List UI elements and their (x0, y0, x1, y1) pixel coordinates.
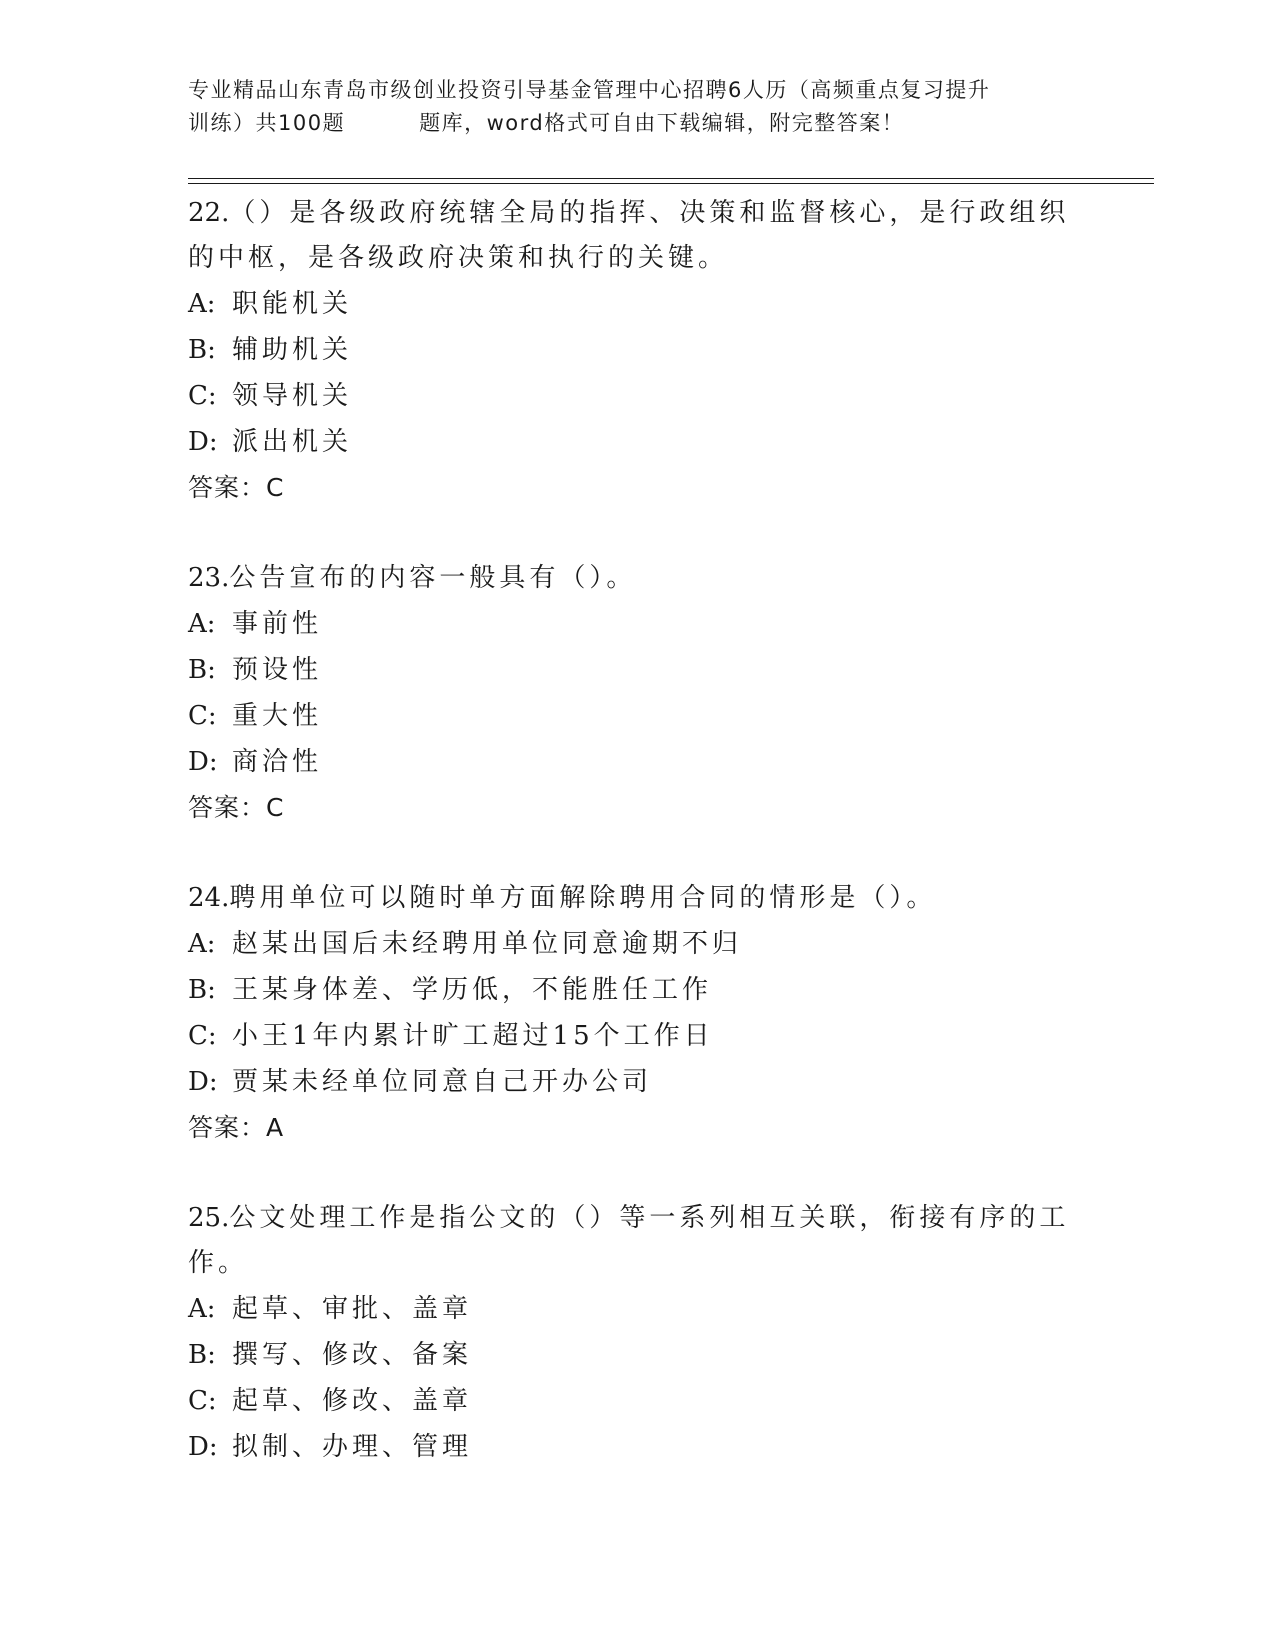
option-text: 重大性 (232, 701, 323, 731)
header-title-line2-part1: 训练）共100题 (188, 111, 346, 135)
option-b (188, 1332, 1088, 1378)
question-stem (188, 1196, 1088, 1286)
option-text: 小王1年内累计旷工超过15个工作日 (232, 1021, 714, 1051)
option-letter: D: (188, 1432, 218, 1462)
option-letter: D: (188, 427, 218, 457)
option-letter: A: (188, 1294, 216, 1324)
question-number: 23. (188, 563, 230, 593)
answer-line: 答案：C (188, 793, 285, 822)
option-text: 派出机关 (232, 427, 353, 457)
option-letter: C: (188, 701, 217, 731)
option-text: 职能机关 (232, 289, 353, 319)
question-text: 公文处理工作是指公文的（）等一系列相互关联，衔接有序的工作。 (188, 1203, 1070, 1278)
option-c (188, 1378, 1088, 1424)
option-c (188, 1013, 1088, 1059)
option-d (188, 1059, 1088, 1105)
option-letter: C: (188, 381, 217, 411)
question-number: 25. (188, 1203, 230, 1233)
question-22 (188, 191, 1088, 511)
option-text: 贾某未经单位同意自己开办公司 (232, 1067, 653, 1097)
option-b (188, 647, 1088, 693)
option-a (188, 1286, 1088, 1332)
option-c (188, 373, 1088, 419)
option-letter: B: (188, 655, 216, 685)
document-header (188, 74, 1088, 140)
question-24 (188, 876, 1088, 1151)
option-c (188, 693, 1088, 739)
option-text: 商洽性 (232, 747, 323, 777)
option-a (188, 921, 1088, 967)
option-text: 赵某出国后未经聘用单位同意逾期不归 (232, 929, 743, 959)
option-text: 起草、审批、盖章 (232, 1294, 473, 1324)
option-text: 领导机关 (232, 381, 353, 411)
header-title-line2 (188, 107, 1088, 140)
option-letter: A: (188, 929, 216, 959)
option-letter: B: (188, 1340, 216, 1370)
option-text: 预设性 (232, 655, 323, 685)
option-text: 事前性 (232, 609, 323, 639)
option-letter: D: (188, 1067, 218, 1097)
question-text: （）是各级政府统辖全局的指挥、决策和监督核心，是行政组织的中枢，是各级政府决策和执行的关键。 (188, 198, 1070, 273)
question-number: 22. (188, 198, 230, 228)
option-b (188, 327, 1088, 373)
answer-line: 答案：A (188, 1113, 285, 1142)
option-d (188, 739, 1088, 785)
option-letter: C: (188, 1386, 217, 1416)
option-letter: A: (188, 289, 216, 319)
header-title-line2-part2: 题库，word格式可自由下载编辑，附完整答案！ (419, 111, 905, 135)
option-letter: A: (188, 609, 216, 639)
option-text: 撰写、修改、备案 (232, 1340, 473, 1370)
option-letter: B: (188, 975, 216, 1005)
option-text: 王某身体差、学历低，不能胜任工作 (232, 975, 713, 1005)
question-list (188, 191, 1088, 1515)
option-d (188, 419, 1088, 465)
header-title-line1: 专业精品山东青岛市级创业投资引导基金管理中心招聘6人历（高频重点复习提升 (188, 78, 991, 102)
question-text: 公告宣布的内容一般具有（）。 (229, 563, 637, 593)
option-d (188, 1424, 1088, 1470)
option-a (188, 281, 1088, 327)
option-text: 辅助机关 (232, 335, 353, 365)
question-stem (188, 556, 1088, 601)
question-25 (188, 1196, 1088, 1470)
option-a (188, 601, 1088, 647)
question-number: 24. (188, 883, 230, 913)
question-text: 聘用单位可以随时单方面解除聘用合同的情形是（）。 (229, 883, 937, 913)
option-text: 拟制、办理、管理 (232, 1432, 473, 1462)
answer-line: 答案：C (188, 473, 285, 502)
option-text: 起草、修改、盖章 (232, 1386, 473, 1416)
question-stem (188, 191, 1088, 281)
question-23 (188, 556, 1088, 831)
header-divider-bottom (188, 183, 1154, 184)
header-divider-top (188, 178, 1154, 179)
option-letter: C: (188, 1021, 217, 1051)
option-letter: D: (188, 747, 218, 777)
option-b (188, 967, 1088, 1013)
question-stem (188, 876, 1088, 921)
option-letter: B: (188, 335, 216, 365)
